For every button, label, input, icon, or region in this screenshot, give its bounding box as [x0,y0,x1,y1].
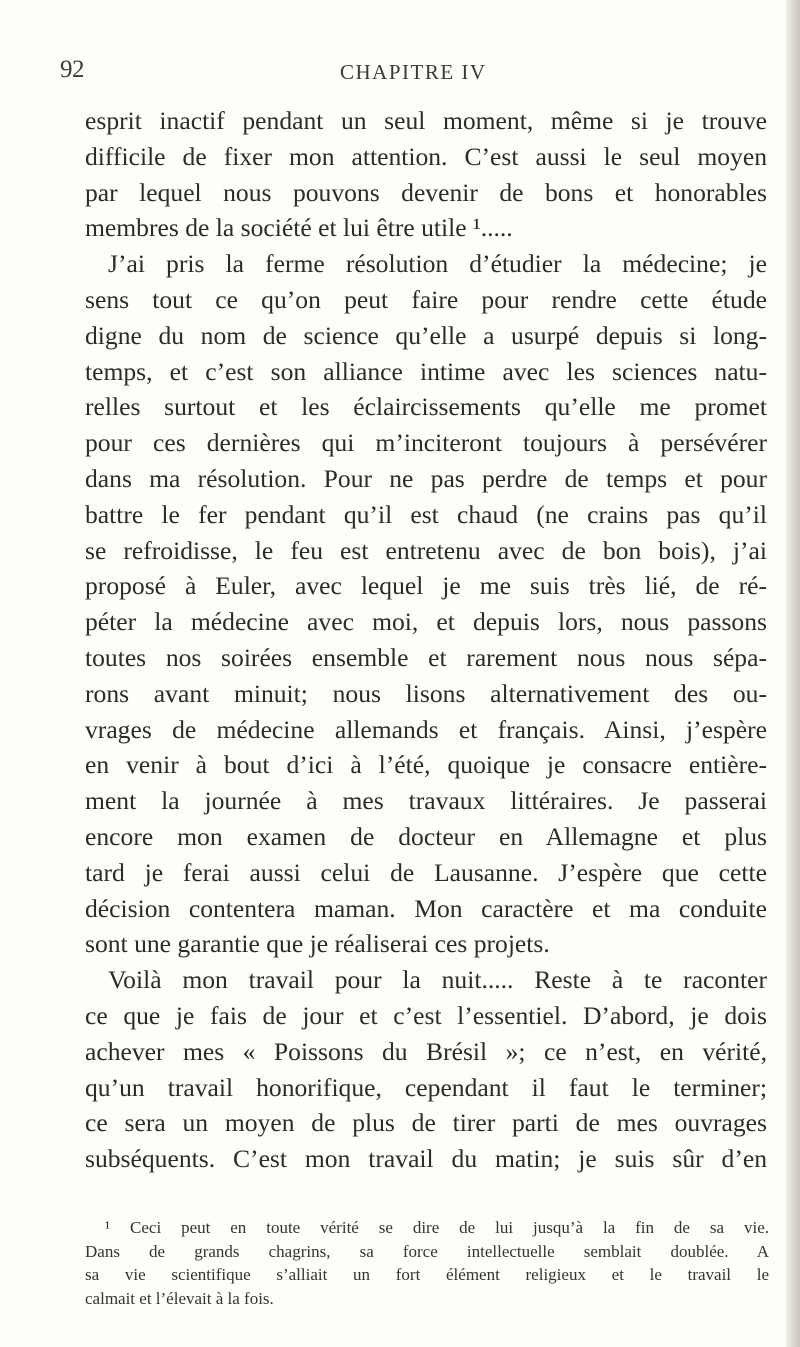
text-line: membres de la société et lui être utile ¹..... [85,213,513,243]
footnote-line: Dans de grands chagrins, sa force intellectuelle semblait doublée. A [85,1241,769,1261]
footnote-line: ¹ Ceci peut en toute vérité se dire de lui jusqu’à la fin de sa vie. [105,1218,769,1237]
text-line: sont une garantie que je réaliserai ces projets. [85,929,550,959]
text-line: péter la médecine avec moi, et depuis lors, nous passons [85,607,767,637]
text-line: en venir à bout d’ici à l’été, quoique je consacre entière- [85,750,767,780]
text-line: ment la journée à mes travaux littéraires. Je passerai [85,786,767,816]
text-line: ce sera un moyen de plus de tirer parti de mes ouvrages [85,1108,767,1138]
text-line: proposé à Euler, avec lequel je me suis très lié, de ré- [85,571,767,601]
text-line: encore mon examen de docteur en Allemagne et plus [85,821,767,851]
text-line: esprit inactif pendant un seul moment, même si je trouve [85,106,767,135]
text-line: achever mes « Poissons du Brésil »; ce n’est, en vérité, [85,1036,767,1066]
text-line: sens tout ce qu’on peut faire pour rendre cette étude [85,284,767,314]
text-line: rons avant minuit; nous lisons alternativement des ou- [85,678,767,708]
text-line: temps, et c’est son alliance intime avec les sciences natu- [85,356,767,386]
text-line: vrages de médecine allemands et français. Ainsi, j’espère [85,714,767,744]
text-line: difficile de fixer mon attention. C’est aussi le seul moyen [85,141,767,171]
footnote-line: calmait et l’élevait à la fois. [85,1288,274,1308]
text-line: pour ces dernières qui m’inciteront toujours à persévérer [85,428,767,458]
text-line: J’ai pris la ferme résolution d’étudier la médecine; je [108,249,767,279]
text-line: digne du nom de science qu’elle a usurpé depuis si long- [85,320,767,350]
text-line: Voilà mon travail pour la nuit..... Reste à te raconter [108,965,767,995]
text-line: toutes nos soirées ensemble et rarement nous nous sépa- [85,642,767,672]
running-head [0,56,800,88]
text-line: dans ma résolution. Pour ne pas perdre de temps et pour [85,463,767,493]
text-line: se refroidisse, le feu est entretenu avec de bon bois), j’ai [85,535,767,565]
page-number: 92 [60,56,84,83]
page-edge-shadow [786,0,800,1347]
text-line: qu’un travail honorifique, cependant il faut le terminer; [85,1072,767,1102]
footnote [85,1216,775,1310]
text-line: battre le fer pendant qu’il est chaud (ne crains pas qu’il [85,499,767,529]
chapter-title: CHAPITRE IV [340,60,487,84]
text-line: décision contentera maman. Mon caractère et ma conduite [85,893,767,923]
text-line: par lequel nous pouvons devenir de bons et honorables [85,177,767,207]
text-line: ce que je fais de jour et c’est l’essentiel. D’abord, je dois [85,1000,767,1030]
text-line: relles surtout et les éclaircissements qu’elle me promet [85,392,767,422]
body-text [85,103,785,1177]
text-line: tard je ferai aussi celui de Lausanne. J’espère que cette [85,857,767,887]
text-line: subséquents. C’est mon travail du matin; je suis sûr d’en [85,1144,767,1174]
footnote-line: sa vie scientifique s’alliait un fort élément religieux et le travail le [85,1265,769,1284]
